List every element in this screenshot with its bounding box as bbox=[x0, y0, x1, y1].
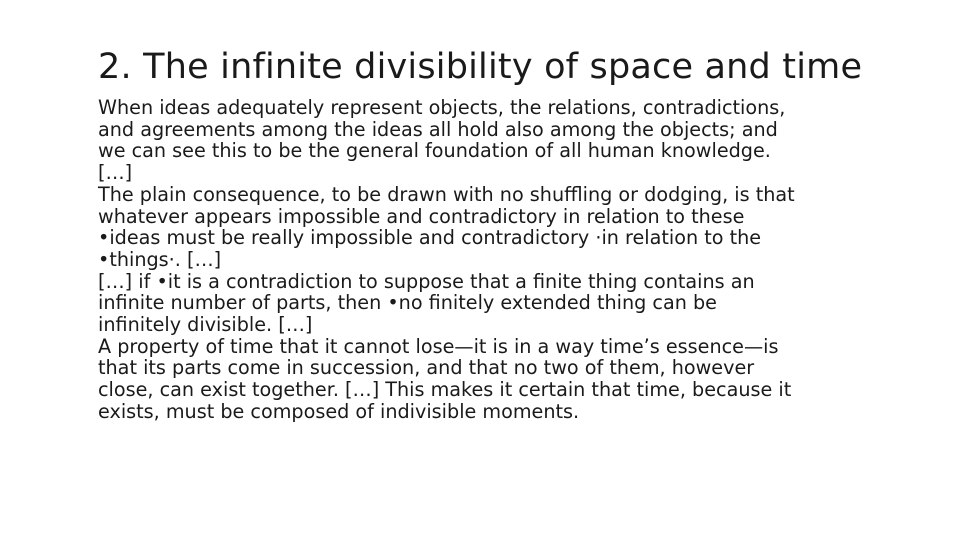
body-line: •things·. […] bbox=[98, 247, 222, 271]
body-line: that its parts come in succession, and that no two of them, however bbox=[98, 356, 755, 380]
body-line: •ideas must be really impossible and contradictory ·in relation to the bbox=[98, 226, 762, 250]
body-line: infinite number of parts, then •no finitely extended thing can be bbox=[98, 291, 717, 315]
body-line: […] if •it is a contradiction to suppose that a finite thing contains an bbox=[98, 269, 755, 293]
body-line: The plain consequence, to be drawn with no shuffling or dodging, is that bbox=[98, 182, 795, 206]
body-line: and agreements among the ideas all hold also among the objects; and bbox=[98, 117, 778, 141]
body-line: we can see this to be the general foundation of all human knowledge. bbox=[98, 139, 771, 163]
body-line: whatever appears impossible and contradictory in relation to these bbox=[98, 204, 745, 228]
slide-body bbox=[98, 97, 898, 423]
body-line: exists, must be composed of indivisible moments. bbox=[98, 399, 580, 423]
slide-title: 2. The infinite divisibility of space and time bbox=[98, 47, 863, 87]
body-line: When ideas adequately represent objects, the relations, contradictions, bbox=[98, 96, 786, 119]
body-line: A property of time that it cannot lose—it is in a way time’s essence—is bbox=[98, 334, 779, 358]
body-line: close, can exist together. […] This makes it certain that time, because it bbox=[98, 378, 792, 402]
body-line: infinitely divisible. […] bbox=[98, 313, 313, 337]
body-line: […] bbox=[98, 161, 133, 185]
